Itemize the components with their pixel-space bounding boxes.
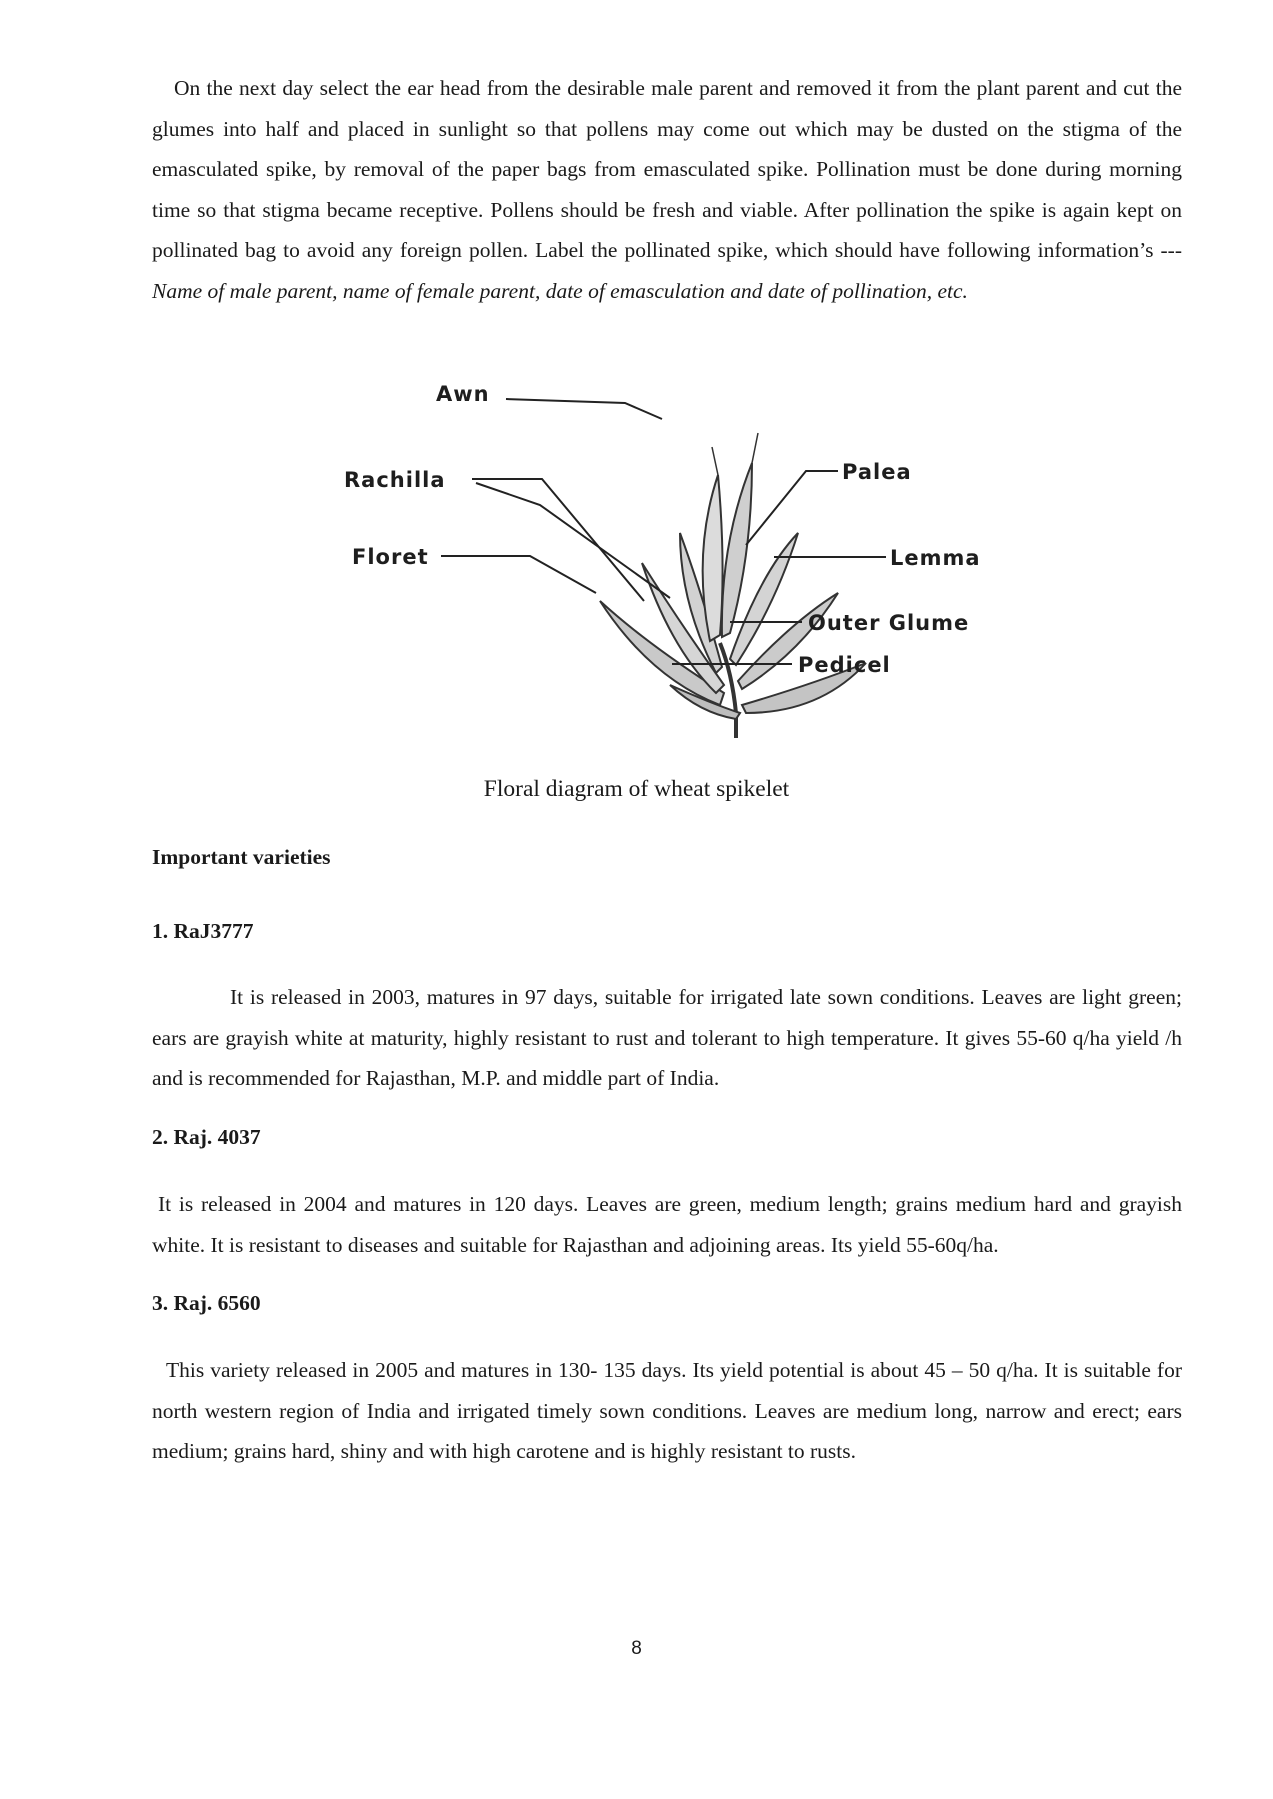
wheat-spikelet-figure bbox=[340, 378, 1120, 738]
label-lemma: Lemma bbox=[890, 546, 981, 570]
variety-3-title: 3. Raj. 6560 bbox=[152, 1291, 261, 1315]
section-heading: Important varieties bbox=[152, 845, 331, 869]
spikelet-illustration bbox=[600, 433, 866, 738]
page-number: 8 bbox=[631, 1638, 642, 1659]
variety-3-description: This variety released in 2005 and matures in 130- 135 days. Its yield potential is about 45 – 50 q/ha. It is suitable for north western region of India and irrigated timely sown conditions. Leaves are medium long, narrow and erect; ears medium; grains hard, shiny and with high carotene and is highly resistant to rusts. bbox=[152, 1358, 1182, 1463]
variety-2-title: 2. Raj. 4037 bbox=[152, 1125, 261, 1149]
intro-italic-text: Name of male parent, name of female parent, date of emasculation and date of pollination, etc. bbox=[152, 278, 968, 303]
label-outer-glume: Outer Glume bbox=[808, 611, 970, 635]
figure-caption: Floral diagram of wheat spikelet bbox=[483, 776, 790, 802]
variety-2-description: It is released in 2004 and matures in 120 days. Leaves are green, medium length; grains medium hard and grayish white. It is resistant to diseases and suitable for Rajasthan and adjoining areas. Its yield 55-60q/ha. bbox=[152, 1192, 1182, 1257]
intro-text: On the next day select the ear head from the desirable male parent and removed it from the plant parent and cut the glumes into half and placed in sunlight so that pollens may come out which may be dusted on the stigma of the emasculated spike, by removal of the paper bags from emasculated spike. Pollination must be done during morning time so that stigma became receptive. Pollens should be fresh and viable. After pollination the spike is again kept on pollinated bag to avoid any foreign pollen. Label the pollinated spike, which should have following information’s --- bbox=[152, 76, 1182, 262]
wheat-spikelet-diagram bbox=[340, 378, 1120, 738]
label-floret: Floret bbox=[352, 545, 429, 569]
intro-paragraph bbox=[152, 68, 1182, 311]
label-palea: Palea bbox=[842, 460, 912, 484]
variety-1-title: 1. RaJ3777 bbox=[152, 919, 254, 943]
label-rachilla: Rachilla bbox=[344, 468, 446, 492]
label-pedicel: Pedicel bbox=[798, 653, 891, 677]
label-awn: Awn bbox=[436, 382, 490, 406]
variety-1-description: It is released in 2003, matures in 97 days, suitable for irrigated late sown conditions. Leaves are light green; ears are grayish white at maturity, highly resistant to rust and tolerant to high temperature. It gives 55-60 q/ha yield /h and is recommended for Rajasthan, M.P. and middle part of India. bbox=[152, 985, 1182, 1090]
